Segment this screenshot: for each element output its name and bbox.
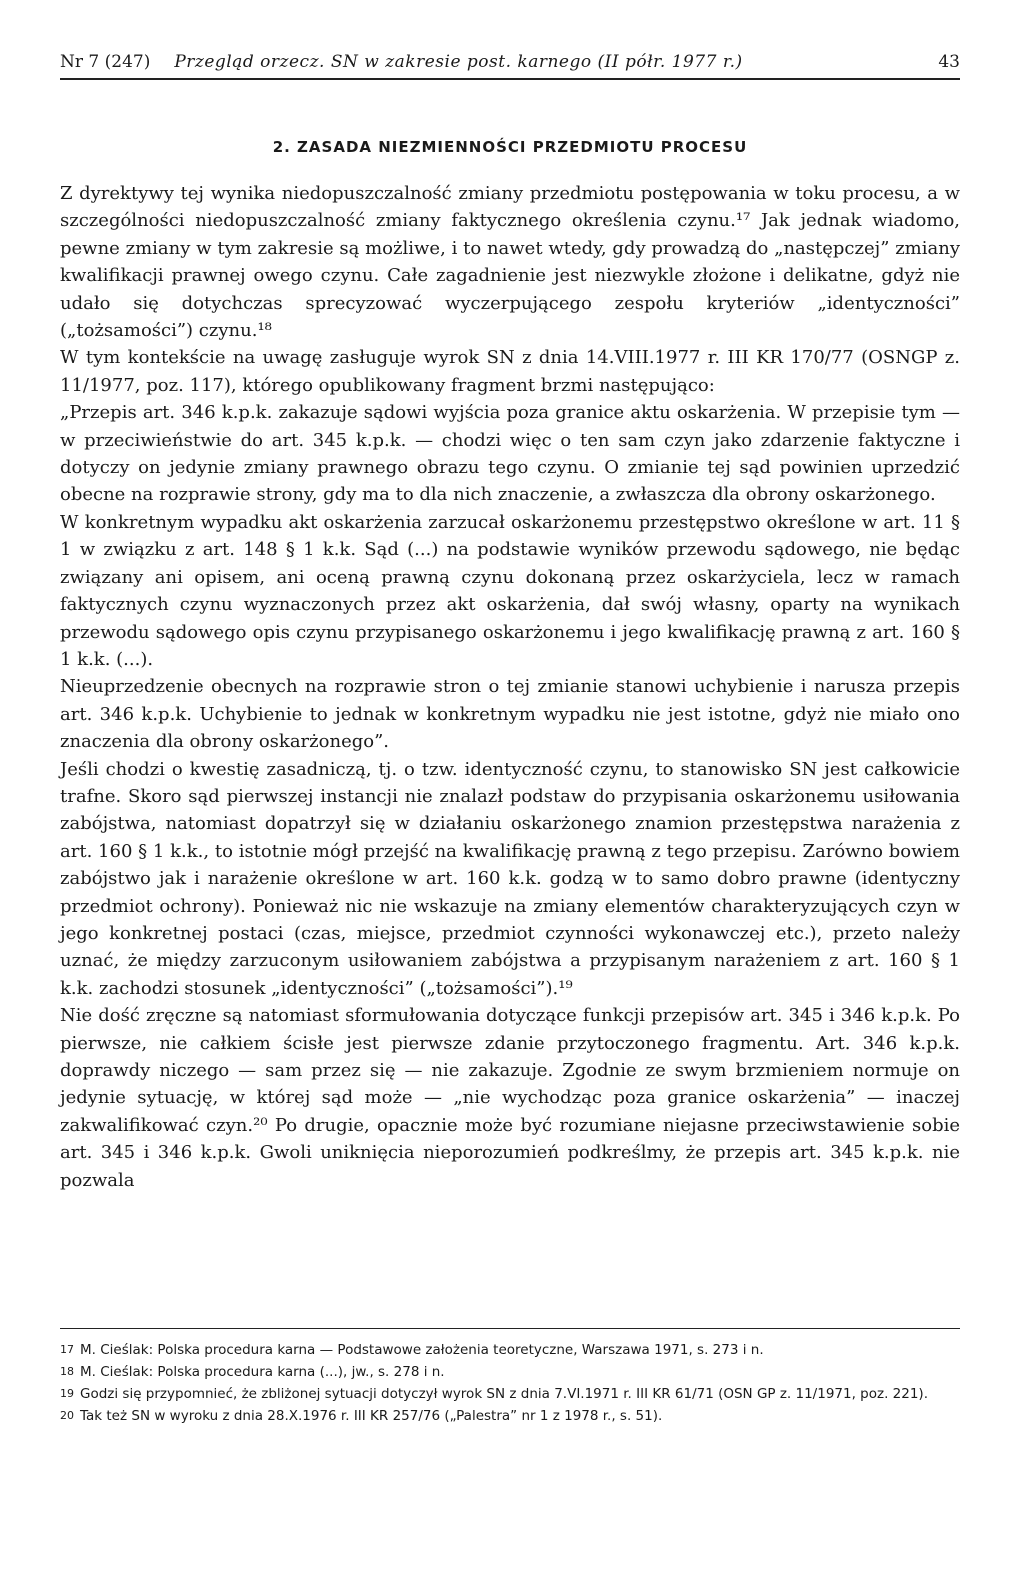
running-header (60, 52, 960, 80)
issue-number: Nr 7 (247) (60, 52, 151, 72)
quote-paragraph: Nieuprzedzenie obecnych na rozprawie stron o tej zmianie stanowi uchybienie i narusza przepis art. 346 k.p.k. Uchybienie to jednak w konkretnym wypadku nie jest istotne, gdyż nie miało ono znaczenia dla obrony oskarżonego”. (60, 676, 960, 753)
quote-paragraph: W konkretnym wypadku akt oskarżenia zarzucał oskarżonemu przestępstwo określone w art. 11 § 1 w związku z art. 148 § 1 k.k. Sąd (...) na podstawie wyników przewodu sądowego, nie będąc związany ani opisem, ani oceną prawną czynu dokonaną przez oskarżyciela, lecz w ramach faktycznych czynu wyznaczonych przez akt oskarżenia, dał swój własny, oparty na wynikach przewodu sądowego opis czynu przypisanego oskarżonemu i jego kwalifikację prawną z art. 160 § 1 k.k. (...). (60, 511, 960, 670)
footnote-number: 19 (60, 1387, 74, 1400)
footnote-number: 17 (60, 1343, 74, 1356)
paragraph: Nie dość zręczne są natomiast sformułowania dotyczące funkcji przepisów art. 345 i 346 k.p.k. Po pierwsze, nie całkiem ścisłe jest pierwsze zdanie przytoczonego fragmentu. Art. 346 k.p.k. doprawdy niczego — sam przez się — nie zakazuje. Zgodnie ze swym brzmieniem normuje on jedynie sytuację, w której sąd może — „nie wychodząc poza granice oskarżenia” — inaczej zakwalifikować czyn.²⁰ Po drugie, opacznie może być rozumiane niejasne przeciwstawienie sobie art. 345 i 346 k.p.k. Gwoli uniknięcia nieporozumień podkreślmy, że przepis art. 345 k.p.k. nie pozwala (60, 1005, 960, 1191)
footnote-number: 18 (60, 1365, 74, 1378)
footnote (60, 1405, 960, 1427)
paragraph: Jeśli chodzi o kwestię zasadniczą, tj. o tzw. identyczność czynu, to stanowisko SN jest całkowicie trafne. Skoro sąd pierwszej instancji nie znalazł podstaw do przypisania oskarżonemu usiłowania zabójstwa, natomiast dopatrzył się w działaniu oskarżonego znamion przestępstwa narażenia z art. 160 § 1 k.k., to istotnie mógł przejść na kwalifikację prawną z tego przepisu. Zarówno bowiem zabójstwo jak i narażenie określone w art. 160 k.k. godzą w to samo dobro prawne (identyczny przedmiot ochrony). Ponieważ nic nie wskazuje na zmiany elementów charakteryzujących czyn w jego konkretnej postaci (czas, miejsce, przedmiot czynności wykonawczej etc.), przeto należy uznać, że między zarzuconym usiłowaniem zabójstwa a przypisanym narażeniem z art. 160 § 1 k.k. zachodzi stosunek „identyczności” („tożsamości”).¹⁹ (60, 758, 960, 999)
footnote-text: M. Cieślak: Polska procedura karna — Podstawowe założenia teoretyczne, Warszawa 1971, s. 273 i n. (80, 1342, 764, 1358)
footnote-text: Tak też SN w wyroku z dnia 28.X.1976 r. III KR 257/76 („Palestra” nr 1 z 1978 r., s. 51). (80, 1408, 663, 1424)
footnote-text: M. Cieślak: Polska procedura karna (...), jw., s. 278 i n. (80, 1364, 445, 1380)
journal-title: Przegląd orzecz. SN w zakresie post. karnego (II półr. 1977 r.) (174, 52, 743, 72)
footnotes (60, 1328, 960, 1427)
footnote (60, 1361, 960, 1383)
quote-paragraph: „Przepis art. 346 k.p.k. zakazuje sądowi wyjścia poza granice aktu oskarżenia. W przepisie tym — w przeciwieństwie do art. 345 k.p.k. — chodzi więc o ten sam czyn jako zdarzenie faktyczne i dotyczy on jedynie zmiany prawnego obrazu tego czynu. O zmianie tej sąd powinien uprzedzić obecne na rozprawie strony, gdy ma to dla nich znaczenie, a zwłaszcza dla obrony oskarżonego. (60, 402, 960, 506)
footnote (60, 1383, 960, 1405)
page (60, 52, 960, 1194)
section-title: 2. ZASADA NIEZMIENNOŚCI PRZEDMIOTU PROCESU (272, 138, 748, 156)
paragraph: W tym kontekście na uwagę zasługuje wyrok SN z dnia 14.VIII.1977 r. III KR 170/77 (OSNGP z. 11/1977, poz. 117), którego opublikowany fragment brzmi następująco: (60, 347, 960, 396)
paragraph: Z dyrektywy tej wynika niedopuszczalność zmiany przedmiotu postępowania w toku procesu, a w szczególności niedopuszczalność zmiany faktycznego określenia czynu.¹⁷ Jak jednak wiadomo, pewne zmiany w tym zakresie są możliwe, i to nawet wtedy, gdy prowadzą do „następczej” zmiany kwalifikacji prawnej owego czynu. Całe zagadnienie jest niezwykle złożone i delikatne, gdyż nie udało się dotychczas sprecyzować wyczerpującego zespołu kryteriów „identyczności” („tożsamości”) czynu.¹⁸ (60, 183, 960, 342)
footnote-number: 20 (60, 1409, 74, 1422)
page-number: 43 (938, 52, 960, 72)
body-text (60, 180, 960, 1194)
footnote (60, 1339, 960, 1361)
footnote-text: Godzi się przypomnieć, że zbliżonej sytuacji dotyczył wyrok SN z dnia 7.VI.1971 r. III KR 61/71 (OSN GP z. 11/1971, poz. 221). (80, 1386, 928, 1402)
